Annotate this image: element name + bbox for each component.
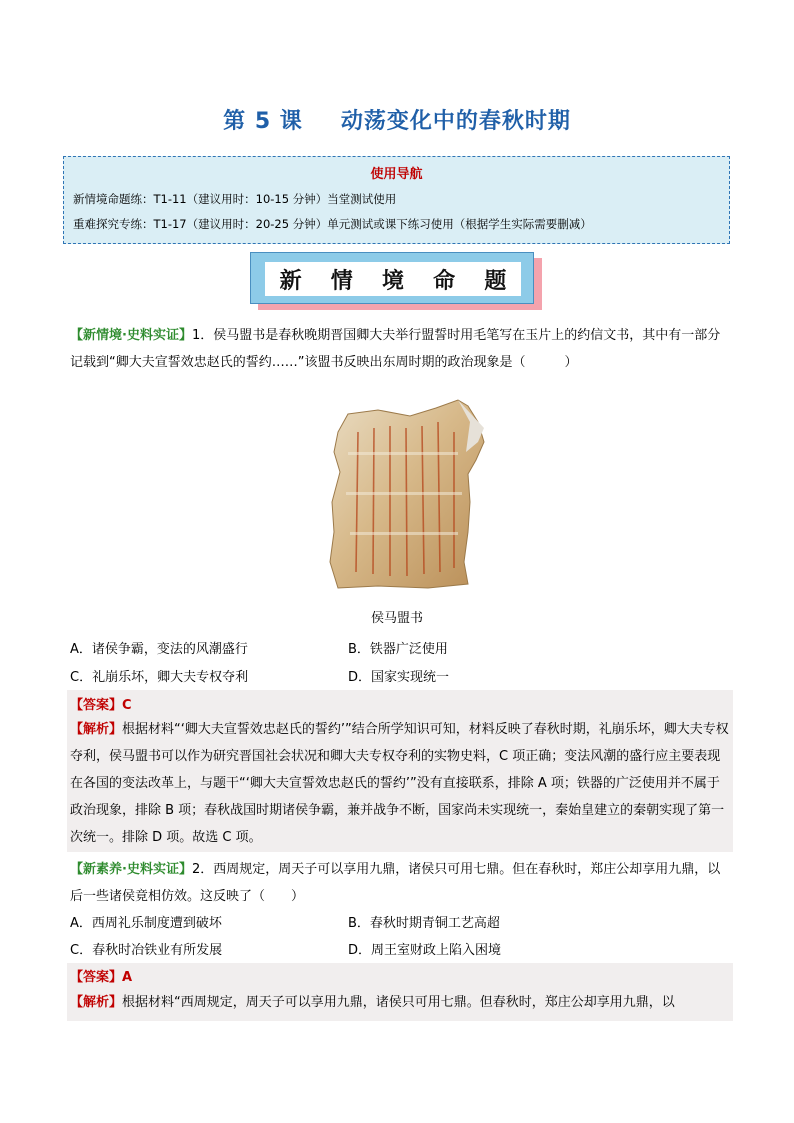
question-2-answer — [70, 966, 132, 985]
banner-char: 题 — [484, 268, 507, 294]
question-2-stem — [70, 856, 730, 910]
question-1-tag: 【新情境·史料实证】 — [70, 328, 192, 343]
question-2-option-b: B．春秋时期青铜工艺高超 — [348, 916, 500, 931]
question-2-option-d: D．周王室财政上陷入困境 — [348, 943, 502, 958]
banner-char: 情 — [330, 268, 353, 294]
question-1-option-a: A．诸侯争霸，变法的风潮盛行 — [70, 642, 248, 657]
question-1-option-c: C．礼崩乐坏，卿大夫专权夺利 — [70, 670, 249, 685]
analysis-label: 【解析】 — [70, 995, 123, 1010]
question-2-option-a: A．西周礼乐制度遭到破坏 — [70, 916, 222, 931]
answer-value: A — [122, 970, 133, 985]
page-title — [0, 104, 794, 135]
question-1-analysis — [70, 716, 730, 851]
banner-frame — [250, 252, 534, 304]
answer-value: C — [122, 698, 132, 713]
analysis-label: 【解析】 — [70, 722, 123, 737]
answer-label: 【答案】 — [70, 970, 123, 985]
analysis-text: 根据材料“西周规定，周天子可以享用九鼎，诸侯只可用七鼎。但春秋时，郑庄公却享用九鼎，以 — [122, 995, 675, 1010]
usage-guide-line-1: 新情境命题练：T1-11（建议用时：10-15 分钟）当堂测试使用 — [73, 192, 397, 206]
banner-inner — [265, 262, 521, 296]
question-2-option-c: C．春秋时冶铁业有所发展 — [70, 943, 223, 958]
banner-char: 新 — [279, 268, 302, 294]
question-1-option-b: B．铁器广泛使用 — [348, 642, 448, 657]
analysis-text: 根据材料“‘卿大夫宣誓效忠赵氏的誓约’”结合所学知识可知，材料反映了春秋时期，礼崩乐坏，卿大夫专权夺利，侯马盟书可以作为研究晋国社会状况和卿大夫专权夺利的实物史料，C 项正确；变法风潮的盛行应主要表现在各国的变法改革上，与题干“‘卿大夫宣誓效忠赵氏的誓约’”没有直接联系，排除 A 项；铁器的广泛使用并不属于政治现象，排除 B 项；春秋战国时期诸侯争霸，兼并战争不断，国家尚未实现统一，秦始皇建立的秦朝实现了第一次统一。排除 D 项。故选 C 项。 — [70, 722, 729, 845]
houma-covenant-image — [318, 392, 488, 590]
usage-guide-box — [63, 156, 730, 244]
question-2-tag: 【新素养·史料实证】 — [70, 862, 192, 877]
usage-guide-line-2: 重难探究专练：T1-17（建议用时：20-25 分钟）单元测试或课下练习使用（根据学生实际需要删减） — [73, 217, 592, 231]
question-1-text: 1．侯马盟书是春秋晚期晋国卿大夫举行盟誓时用毛笔写在玉片上的约信文书，其中有一部分记载到“卿大夫宣誓效忠赵氏的誓约……”该盟书反映出东周时期的政治现象是（ ） — [70, 328, 721, 370]
question-1-stem — [70, 322, 730, 376]
usage-guide-heading: 使用导航 — [370, 167, 423, 182]
banner-char: 命 — [433, 268, 456, 294]
lesson-number: 第 5 课 — [223, 109, 303, 134]
question-2-analysis — [70, 989, 730, 1016]
lesson-name: 动荡变化中的春秋时期 — [340, 109, 571, 134]
banner-char: 境 — [381, 268, 404, 294]
question-1-option-d: D．国家实现统一 — [348, 670, 450, 685]
image-caption: 侯马盟书 — [370, 611, 423, 626]
question-2-text: 2．西周规定，周天子可以享用九鼎，诸侯只可用七鼎。但在春秋时，郑庄公却享用九鼎，以后一些诸侯竟相仿效。这反映了（ ） — [70, 862, 721, 904]
section-banner — [250, 252, 542, 310]
question-1-answer — [70, 694, 132, 713]
answer-label: 【答案】 — [70, 698, 123, 713]
